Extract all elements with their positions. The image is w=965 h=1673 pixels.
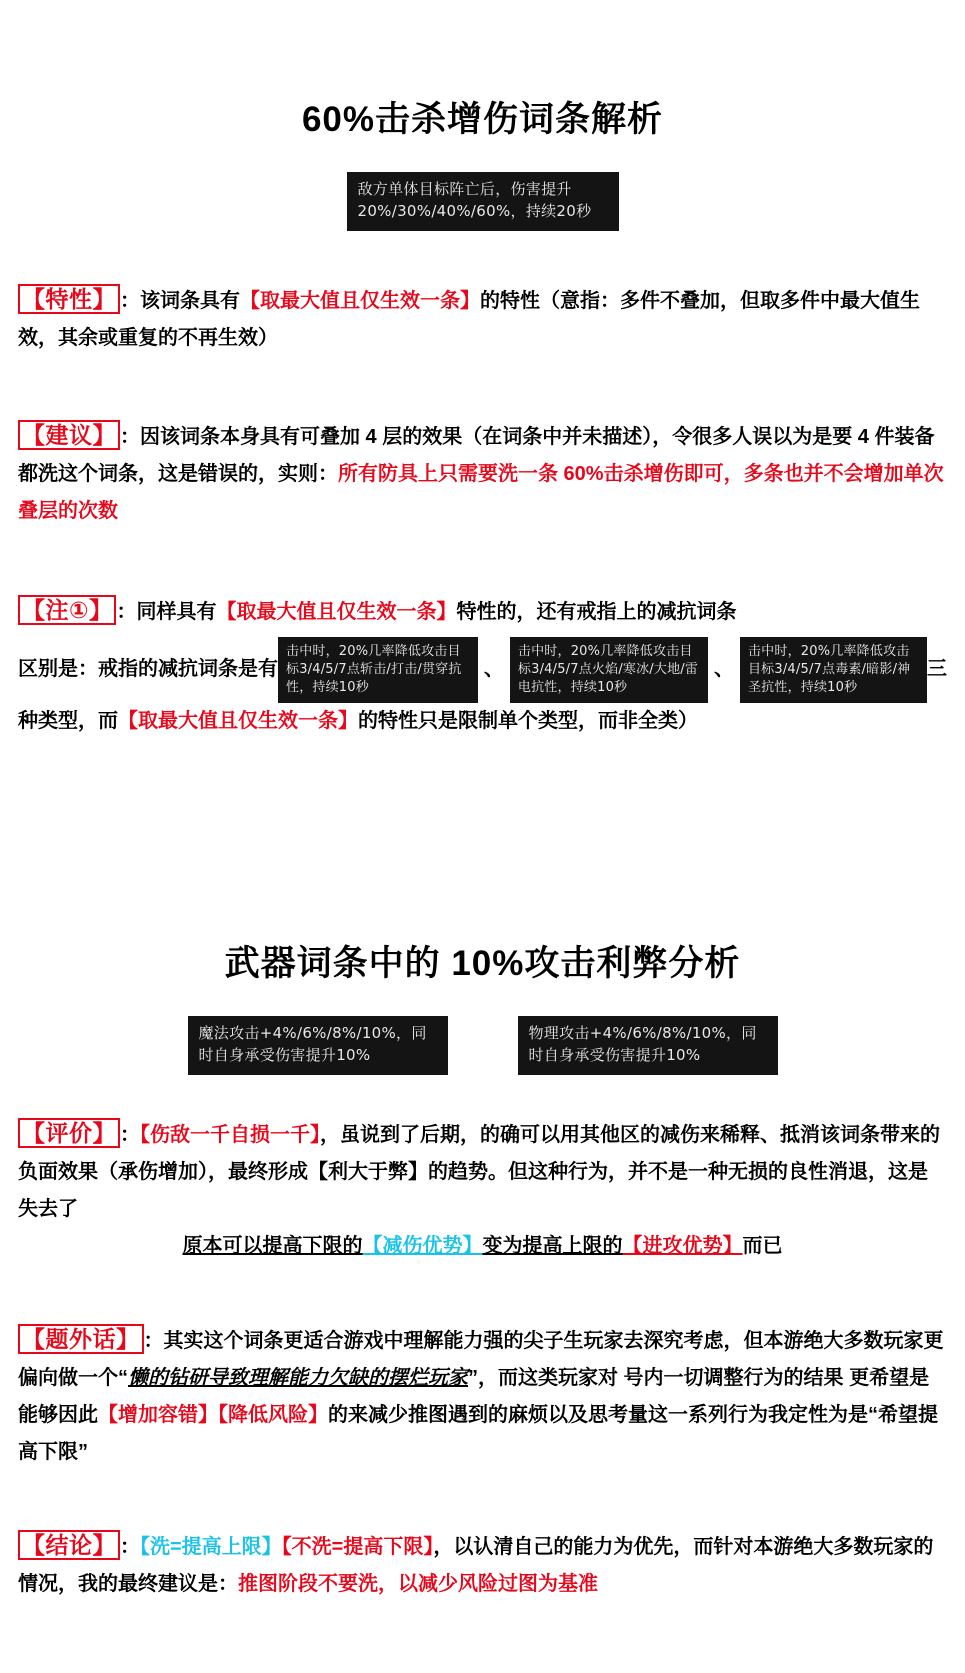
game-tooltip-magic-attack: 魔法攻击+4%/6%/8%/10%，同时自身承受伤害提升10%: [188, 1016, 448, 1075]
section-gap: [18, 740, 947, 890]
paragraph-note-last-line: [18, 703, 947, 740]
eval-line3-advantage-defense: 【减伤优势】: [362, 1234, 483, 1257]
aside-chip-risk: 【降低风险】: [218, 1403, 328, 1426]
conclusion-colon: ：: [120, 1535, 140, 1558]
advice-text-a: 因该词条本身具有可叠加 4 层的效果（在词条中并未描述），令很多人误以为是要 4 件装备都洗这个词条，这是错误的，实则：: [18, 425, 935, 485]
note-text-a: 同样具有: [136, 600, 217, 623]
eval-text-a: ，虽说到了后期，的确可以用其他区的减伤来稀释、抵消该词条带来的负面效果（承伤增加），最终形成【利大于弊】的趋势。但这种行为，并不是一种无损的良性消退，这是失去了: [18, 1123, 940, 1220]
aside-text-c: 的来减少推图遇到的麻烦以及思考量这一系列行为我定性为是“希望提高下限”: [18, 1403, 938, 1463]
chip-separator-2: 、: [713, 658, 734, 681]
note-chip-lead: 区别是：戒指的减抗词条是有: [18, 658, 278, 681]
eval-highlight-1: 【伤敌一千自损一千】: [140, 1123, 320, 1146]
note-last-highlight: 【取最大值且仅生效一条】: [118, 710, 358, 733]
eval-line3-advantage-offense: 【进攻优势】: [622, 1234, 743, 1257]
note-text-b: 特性的，还有戒指上的减抗词条: [456, 600, 737, 623]
paragraph-aside: [18, 1323, 947, 1471]
feature-colon: ：: [120, 289, 140, 312]
aside-text-a: 其实这个词条更适合游戏中理解能力强的尖子生玩家去深究考虑，但本游绝大多数玩家更偏向做一个“: [18, 1329, 944, 1389]
aside-italic-phrase: 懒的钻研导致理解能力欠缺的摆烂玩家: [128, 1366, 468, 1389]
label-note: 【注①】: [18, 595, 116, 625]
advice-highlight: 所有防具上只需要洗一条 60%击杀增伤即可，多条也并不会增加单次叠层的次数: [18, 462, 944, 522]
note-last-a: 种类型，而: [18, 710, 118, 733]
eval-line3-c: 而已: [742, 1234, 783, 1257]
label-advice: 【建议】: [18, 420, 120, 450]
section-1-title: 60%击杀增伤词条解析: [301, 100, 664, 139]
eval-colon: ：: [120, 1123, 140, 1146]
conclusion-highlight-nowash: 【不洗=提高下限】: [281, 1535, 434, 1558]
section-1-tooltip-row: [18, 172, 947, 231]
paragraph-conclusion: [18, 1529, 947, 1603]
feature-highlight: 【取最大值且仅生效一条】: [240, 289, 480, 312]
game-tooltip-kill-damage: 敌方单体目标阵亡后，伤害提升20%/30%/40%/60%，持续20秒: [347, 172, 619, 231]
section-2-tooltip-row: [18, 1016, 947, 1075]
note-chip-row: [18, 637, 947, 704]
paragraph-feature: [18, 283, 947, 357]
game-tooltip-physical-attack: 物理攻击+4%/6%/8%/10%，同时自身承受伤害提升10%: [518, 1016, 778, 1075]
bottom-padding: [18, 1603, 947, 1673]
note-colon: ：: [116, 600, 137, 623]
conclusion-final-advice: 推图阶段不要洗，以减少风险过图为基准: [238, 1572, 598, 1595]
eval-line3-b: 变为提高上限的: [482, 1234, 623, 1257]
chip-separator-1: 、: [483, 658, 504, 681]
conclusion-text-a: ，以认清自己的能力为优先，而针对本游绝大多数玩家的情况，我的最终建议是：: [18, 1535, 934, 1595]
label-aside: 【题外话】: [18, 1324, 144, 1354]
feature-text-b: 的特性（意指：多件不叠加，但取多件中最大值生效，其余或重复的不再生效）: [18, 289, 920, 349]
eval-line3-a: 原本可以提高下限的: [182, 1234, 363, 1257]
aside-chip-tolerance: 【增加容错】: [98, 1403, 218, 1426]
paragraph-note: [18, 594, 947, 631]
label-evaluation: 【评价】: [18, 1118, 120, 1148]
feature-text-a: 该词条具有: [140, 289, 240, 312]
conclusion-highlight-wash: 【洗=提高上限】: [140, 1535, 282, 1558]
note-chip-tail: 三: [927, 658, 947, 681]
note-highlight: 【取最大值且仅生效一条】: [216, 600, 457, 623]
label-feature: 【特性】: [18, 284, 120, 314]
ring-resist-chip-elemental: 击中时，20%几率降低攻击目标3/4/5/7点火焰/寒冰/大地/雷电抗性，持续10秒: [510, 637, 708, 704]
aside-text-b: ”，而这类玩家对 号内一切调整行为的结果 更希望是能够因此: [18, 1366, 930, 1426]
ring-resist-chip-physical: 击中时，20%几率降低攻击目标3/4/5/7点斩击/打击/贯穿抗性，持续10秒: [278, 637, 478, 704]
paragraph-advice: [18, 419, 947, 530]
advice-colon: ：: [120, 425, 140, 448]
aside-colon: ：: [143, 1329, 164, 1352]
note-last-b: 的特性只是限制单个类型，而非全类）: [358, 710, 698, 733]
section-2-title: 武器词条中的 10%攻击利弊分析: [224, 944, 741, 984]
paragraph-evaluation: [18, 1117, 947, 1228]
paragraph-evaluation-line3: [18, 1228, 947, 1265]
ring-resist-chip-dark: 击中时，20%几率降低攻击目标3/4/5/7点毒素/暗影/神圣抗性，持续10秒: [740, 637, 927, 704]
label-conclusion: 【结论】: [18, 1530, 120, 1560]
